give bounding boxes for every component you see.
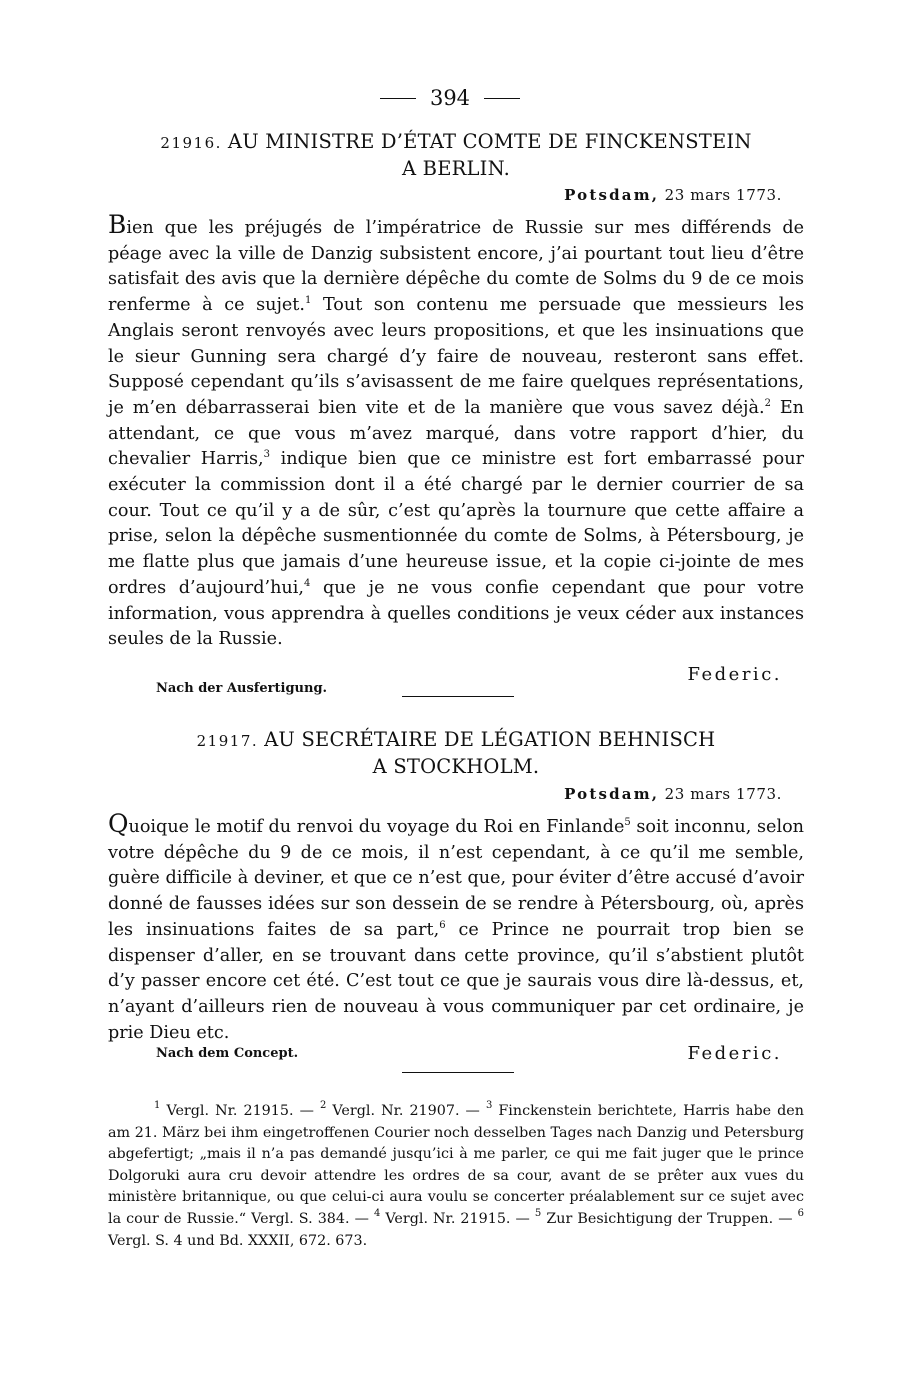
letter-heading [108,727,804,780]
footnote-text: Vergl. S. 4 und Bd. XXXII, 672. 673. [108,1232,368,1249]
footnote-ref: 5 [624,817,631,828]
page-header [0,86,900,110]
footnote-text: Zur Besichtigung der Truppen. — [541,1210,798,1227]
source-note: Nach der Ausfertigung. [156,681,328,696]
body-text-segment: soit inconnu, selon votre dépêche du 9 de ce mois, il n’est cependant, à ce qu’il me semble, guère difficile à deviner, et que ce n’est que, pour éviter d’être accusé d’avoir donné de fausses idées sur son dessein de se rendre à Pétersbourg, où, après les insinuations faites de sa part, [108,817,804,940]
footnote-ref: 2 [764,397,771,409]
footnote-text: Finckenstein berichtete, Harris habe den am 21. März bei ihm eingetroffenen Courier noch desselben Tages nach Danzig und Petersburg abgefertigt; „mais il n’a pas demandé jusqu’ici à me parler, ce qui me fait juger que le prince Dolgoruki aura cru devoir attendre les ordres de sa cour, avant de se prêter aux vues du ministère britannique, ou que celui-ci aura voulu se concerter préalablement sur ce sujet avec la cour de Russie.“ Vergl. S. 384. — [108,1103,804,1227]
footnote-ref: 4 [303,577,311,589]
page-number: 394 [429,86,471,110]
letter-body [108,811,804,1046]
footnote-ref: 6 [439,919,446,931]
dateline-date: 23 mars 1773. [664,186,782,204]
dateline-date: 23 mars 1773. [664,785,782,803]
letter-heading [108,129,804,182]
dateline [564,186,782,204]
body-text-segment: Quoique le motif du renvoi du voyage du Roi en Finlande [108,809,625,838]
footnote-mark: 3 [485,1100,493,1111]
footnote-text: Vergl. Nr. 21907. — [326,1103,486,1119]
footnote-ref: 1 [304,295,312,307]
letter-recipient-place: A BERLIN. [402,157,510,180]
body-text-segment: Tout son contenu me persuade que messieurs les Anglais seront renvoyés avec leurs propositions, et que les insinuations que le sieur Gunning sera chargé d’y faire de nouveau, resteront sans effet. Supposé cependant qu’ils s’avisassent de me faire quelques représentations, je m’en débarrasserai bien vite et de la manière que vous savez déjà. [108,295,804,418]
body-text-segment: En attendant, ce que vous m’avez marqué, dans votre rapport d’hier, du chevalier Harris, [108,397,804,470]
section-divider [402,696,514,697]
body-text-segment: indique bien que ce ministre est fort embarrassé pour exécuter la commission dont il a été chargé par le dernier courrier de sa cour. Tout ce qu’il y a de sûr, c’est qu’après la tournure que cette affaire a prise, selon la dépêche susmentionnée du comte de Solms, à Pétersbourg, je me flatte plus que jamais d’une heureuse issue, et la copie ci-jointe de mes ordres d’aujourd’hui, [108,449,804,598]
footnote-mark: 5 [534,1207,542,1219]
dateline [564,785,782,803]
section-divider [402,1072,514,1073]
letter-number: 21916. [160,134,222,152]
letter-recipient: AU SECRÉTAIRE DE LÉGATION BEHNISCH [264,728,716,751]
footnote-mark: 2 [319,1100,327,1111]
footnote-mark: 6 [797,1207,804,1219]
footnote-ref: 3 [263,449,271,461]
letter-recipient: AU MINISTRE D’ÉTAT COMTE DE FINCKENSTEIN [227,130,752,153]
body-text-segment: ce Prince ne pourrait trop bien se dispenser d’aller, en se trouvant dans cette province, qu’il s’abstient plutôt d’y passer encore cet été. C’est tout ce que je saurais vous dire là-dessus, et, n’ayant d’ailleurs rien de nouveau à vous communiquer par cet ordinaire, je prie Dieu etc. [108,919,804,1043]
footnote-text: Vergl. Nr. 21915. — [380,1210,535,1227]
letter-recipient-place: A STOCKHOLM. [372,755,540,778]
footnote-block [108,1101,804,1252]
header-rule-left [380,98,416,99]
dateline-place: Potsdam, [564,186,660,204]
footnote-mark: 1 [154,1100,161,1111]
footnote-text: Vergl. Nr. 21915. — [160,1103,320,1119]
header-rule-right [484,98,520,99]
body-text-segment: que je ne vous confie cependant que pour votre information, vous apprendra à quelles conditions je veux céder aux instances seules de la Russie. [108,577,804,650]
signature: Federic. [687,664,782,685]
signature: Federic. [687,1043,782,1064]
footnote-mark: 4 [373,1207,381,1219]
source-note: Nach dem Concept. [156,1046,299,1061]
body-text-segment: Bien que les préjugés de l’impératrice de Russie sur mes différends de péage avec la ville de Danzig subsistent encore, j’ai pourtant tout lieu d’être satisfait des avis que la dernière dépêche du comte de Solms du 9 de ce mois renferme à ce sujet. [108,210,804,316]
letter-body [108,212,804,653]
dateline-place: Potsdam, [564,785,660,803]
letter-number: 21917. [196,732,259,750]
footnotes [108,1101,804,1252]
